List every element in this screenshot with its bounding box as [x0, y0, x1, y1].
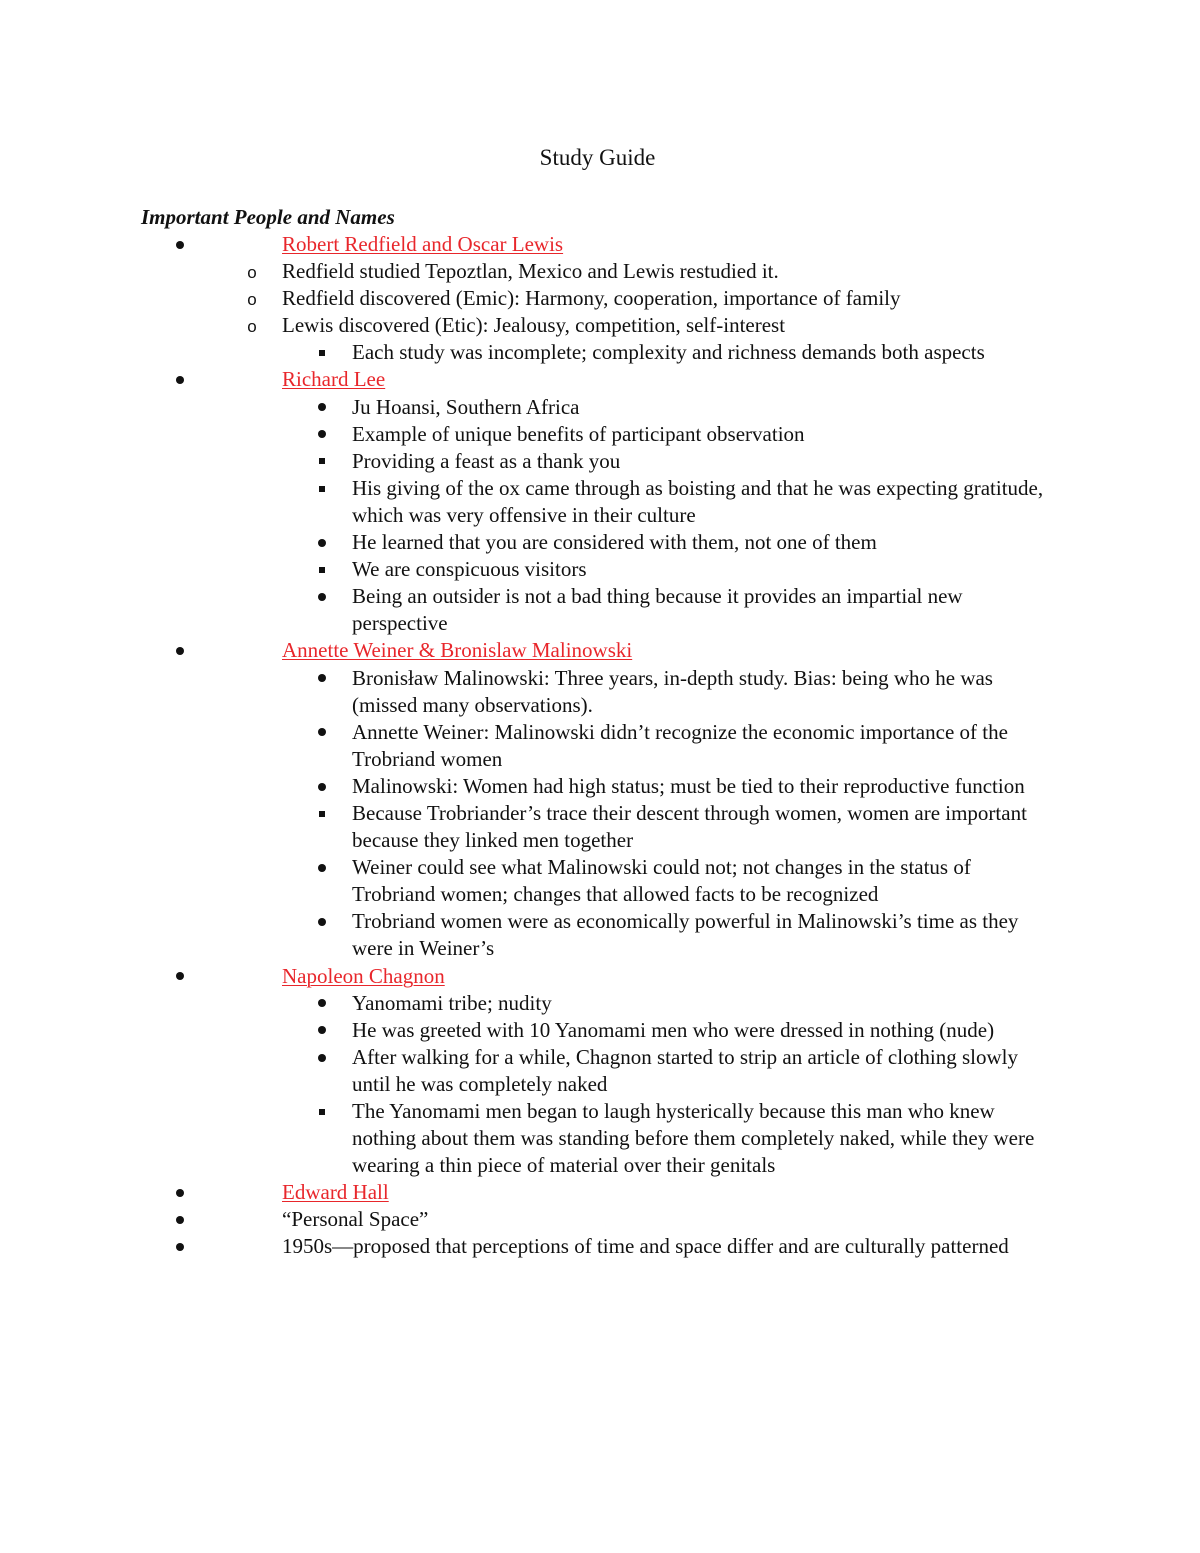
list-item	[0, 421, 1200, 448]
bullet-disc-icon	[170, 963, 190, 990]
person-name-link[interactable]: Richard Lee	[282, 367, 386, 392]
list-item	[0, 773, 1200, 800]
list-item	[0, 258, 1200, 285]
person-heading-item	[0, 366, 1200, 393]
bullet-disc-icon	[312, 529, 332, 556]
bullet-disc-icon	[312, 908, 332, 935]
list-item-text: Malinowski: Women had high status; must be tied to their reproductive function	[352, 773, 1025, 798]
list-item	[0, 529, 1200, 556]
bullet-disc-icon	[312, 719, 332, 746]
list-item-text	[282, 231, 1057, 258]
person-heading-item	[0, 963, 1200, 990]
person-heading-item	[0, 637, 1200, 664]
bullet-disc-icon	[170, 637, 190, 664]
list-item	[0, 312, 1200, 339]
section-heading: Important People and Names	[141, 205, 395, 229]
bullet-circle-icon: o	[247, 317, 257, 337]
list-item-text: Each study was incomplete; complexity and richness demands both aspects	[352, 340, 985, 365]
list-item-text: Because Trobriander’s trace their descent through women, women are important because they linked men together	[352, 800, 1027, 853]
list-item-text: Redfield studied Tepoztlan, Mexico and Lewis restudied it.	[282, 259, 779, 284]
bullet-disc-icon	[312, 773, 332, 800]
bullet-disc-icon	[170, 231, 190, 258]
bullet-disc-icon	[312, 421, 332, 448]
person-name-link[interactable]: Napoleon Chagnon	[282, 963, 445, 988]
list-item	[0, 908, 1200, 962]
list-item	[0, 800, 1200, 854]
list-item	[0, 1017, 1200, 1044]
list-item-text: After walking for a while, Chagnon started to strip an article of clothing slowly until he was completely naked	[352, 1044, 1019, 1096]
list-item	[0, 1098, 1200, 1179]
person-name-link[interactable]: Edward Hall	[282, 1180, 389, 1205]
bullet-disc-icon	[312, 665, 332, 692]
study-guide-list	[0, 231, 1200, 1261]
list-item	[0, 990, 1200, 1017]
list-item-text: Annette Weiner: Malinowski didn’t recognize the economic importance of the Trobriand women	[352, 719, 1008, 771]
list-item	[0, 394, 1200, 421]
list-item-text	[282, 963, 1057, 990]
person-heading-item	[0, 1179, 1200, 1206]
list-item	[0, 285, 1200, 312]
list-item-text: Being an outsider is not a bad thing because it provides an impartial new perspective	[352, 584, 963, 636]
bullet-disc-icon	[312, 1044, 332, 1071]
list-item-text	[282, 637, 1057, 664]
bullet-square-icon	[312, 1098, 332, 1125]
list-item-text: Bronisław Malinowski: Three years, in-depth study. Bias: being who he was (missed many observations).	[352, 665, 993, 717]
list-item-text: We are conspicuous visitors	[352, 557, 587, 582]
list-item-text: His giving of the ox came through as boisting and that he was expecting gratitude, which was very offensive in their culture	[352, 475, 1044, 527]
list-item-text: Ju Hoansi, Southern Africa	[352, 394, 580, 419]
bullet-square-icon	[312, 448, 332, 475]
list-item-text: Example of unique benefits of participant observation	[352, 421, 805, 446]
list-item	[0, 665, 1200, 719]
list-item-text: Yanomami tribe; nudity	[352, 990, 552, 1015]
list-item	[0, 1206, 1200, 1233]
list-item-text: The Yanomami men began to laugh hysterically because this man who knew nothing about them was standing before them completely naked, while they were wearing a thin piece of material over their genitals	[352, 1099, 1035, 1178]
bullet-disc-icon	[312, 854, 332, 881]
list-item-text: Redfield discovered (Emic): Harmony, cooperation, importance of family	[282, 286, 901, 311]
list-item-text: Trobriand women were as economically powerful in Malinowski’s time as they were in Weiner’s	[352, 909, 1019, 961]
bullet-square-icon	[312, 339, 332, 366]
list-item	[0, 556, 1200, 583]
bullet-disc-icon	[312, 583, 332, 610]
bullet-disc-icon	[312, 1017, 332, 1044]
list-item-text: He learned that you are considered with them, not one of them	[352, 530, 877, 555]
list-item	[0, 448, 1200, 475]
list-item	[0, 583, 1200, 637]
list-item-text: Lewis discovered (Etic): Jealousy, competition, self-interest	[282, 313, 786, 338]
list-item	[0, 854, 1200, 908]
person-name-link[interactable]: Robert Redfield and Oscar Lewis	[282, 232, 564, 256]
list-item	[0, 719, 1200, 773]
bullet-disc-icon	[170, 1206, 190, 1233]
list-item-text: Weiner could see what Malinowski could not; not changes in the status of Trobriand women; changes that allowed facts to be recognized	[352, 855, 971, 907]
bullet-circle-icon: o	[247, 263, 257, 283]
list-item-text: 1950s—proposed that perceptions of time and space differ and are culturally patterned	[282, 1234, 1009, 1259]
list-item	[0, 475, 1200, 529]
page-title: Study Guide	[539, 145, 656, 170]
person-heading-item	[0, 231, 1200, 258]
bullet-disc-icon	[170, 1233, 190, 1260]
person-name-link[interactable]: Annette Weiner & Bronislaw Malinowski	[282, 638, 633, 663]
bullet-disc-icon	[312, 990, 332, 1017]
bullet-square-icon	[312, 475, 332, 502]
bullet-disc-icon	[170, 366, 190, 393]
list-item	[0, 339, 1200, 366]
bullet-disc-icon	[170, 1179, 190, 1206]
list-item-text	[282, 366, 1057, 393]
bullet-square-icon	[312, 556, 332, 583]
list-item-text: He was greeted with 10 Yanomami men who were dressed in nothing (nude)	[352, 1017, 995, 1042]
bullet-square-icon	[312, 800, 332, 827]
list-item-text: Providing a feast as a thank you	[352, 448, 621, 473]
list-item-text	[282, 1179, 1057, 1206]
bullet-disc-icon	[312, 394, 332, 421]
list-item	[0, 1044, 1200, 1098]
list-item-text: “Personal Space”	[282, 1207, 429, 1232]
list-item	[0, 1233, 1200, 1260]
bullet-circle-icon: o	[247, 290, 257, 310]
